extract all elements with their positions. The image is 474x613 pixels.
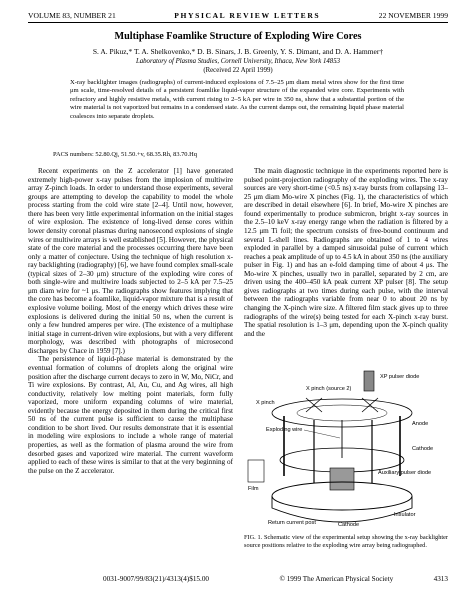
header-rule <box>28 22 448 23</box>
label-return-post: Return current post <box>268 520 316 526</box>
received-date: (Received 22 April 1999) <box>203 67 273 74</box>
abstract: X-ray backlighter images (radiographs) of current-induced explosions of 7.5–25 μm diam metal wires show for the first time μm scale, time-resolved details of a persistent foamlike liquid-vapor structure of the expanded wire core. Experiments with refractory and highly resistive metals, with current rising to 2–5 kA per wire in 350 ns, show that a substantial portion of the wire material is not vaporized but remains in a condensed state. As the current damps out, the remaining liquid phase material coalesces into separate droplets. <box>70 79 404 120</box>
body-paragraph: The persistence of liquid-phase material is demonstrated by the eventual formation of columns of droplets along the original wire position after the discharge current decays to zero in W, Mo, NiCr, and Ti wire explosions. By contrast, Al, Au, Cu, and Ag wires, all high conductivity, relatively low melting point materials, form fully vaporized, more uniform expanding columns of wire material, evidently because the energy deposited in them during the critical first 50 ns of the current pulse is sufficient to cause the multiphase condition to be short lived. Our results demonstrate that it is essential in modeling wire explosions to include a whole range of material properties, as well as the formation of plasma around the wire from desorbed gases and vaporized wire material. The current waveform applied to each of these wires is similar to that at the very beginning of the pulse on the Z accelerator. <box>28 355 233 475</box>
body-paragraph: Recent experiments on the Z accelerator [1] have generated extremely high-power x-ray pulses from the implosion of multiwire array Z-pinch loads. In order to understand those experiments, several groups are attempting to develop the capability to model the whole process starting from the cold wire state [2–4]. Until now, however, there has been very little experimental information on the initial stages of wire explosion. The existence of long-lived dense cores within lower density coronal plasmas during nanosecond explosions of single wires or multiwire arrays is well established [5]. However, the physical state of the core material and the processes occurring there have been only a matter of conjecture. Using the technique of high resolution x-ray backlighting (radiography) [6], we have found complex small-scale (typical sizes of 2–30 μm) structure of the exploding wire cores of both single-wire and multiwire loads subjected to 2–5 kA per 7.5–25 μm diam wire for ~1 μs. The radiographs show features implying that the core has become a foamlike, liquid-vapor mixture that is a result of explosive volume boiling. Most of the energy which drives these wire explosions is delivered during the initial 50 ns, when the current is only a few hundred amperes per wire. (The existence of a multiphase initial stage in current-driven wire explosions, but with a very different morphology, was described with photographs of microsecond discharges by Chace in 1959 [7].) <box>28 167 233 355</box>
volume-number: VOLUME 83, NUMBER 21 <box>28 10 116 20</box>
label-anode: Anode <box>412 421 429 427</box>
label-film: Film <box>248 486 259 492</box>
pacs-numbers: PACS numbers: 52.80.Qj, 51.50.+v, 68.35.Rh, 83.70.Hq <box>53 151 197 158</box>
page-number: 4313 <box>433 575 448 583</box>
label-insulator: Insulator <box>394 512 416 518</box>
film-holder <box>248 460 264 482</box>
copyright: © 1999 The American Physical Society <box>279 575 394 583</box>
figure-1-schematic <box>244 368 448 531</box>
affiliation: Laboratory of Plasma Studies, Cornell University, Ithaca, New York 14853 <box>135 58 341 65</box>
article-code: 0031-9007/99/83(21)/4313(4)$15.00 <box>103 575 210 583</box>
label-x-pinch-source-2: X pinch (source 2) <box>306 386 352 392</box>
auxiliary-pulser-diode <box>330 468 354 490</box>
page-footer <box>28 575 448 587</box>
running-header <box>28 9 448 21</box>
label-aux-pulser: Auxiliary pulser diode <box>378 470 432 476</box>
left-column <box>28 167 233 475</box>
label-cathode-bottom: Cathode <box>338 522 360 528</box>
issue-date: 22 NOVEMBER 1999 <box>378 10 448 20</box>
label-cathode: Cathode <box>412 446 434 452</box>
body-paragraph: The main diagnostic technique in the experiments reported here is pulsed point-projection radiography of the exploding wires. The x-ray sources are very short-time (<0.5 ns) x-ray bursts from collapsing 13–25 μm diam Mo-wire X pinches (Fig. 1), the characteristics of which are described in detail elsewhere [6]. In brief, Mo-wire X pinches are found experimentally to produce submicron, bright x-ray sources in the 2.5–10 keV x-ray energy range when the radiation is filtered by a 12.5 μm Ti foil; the spectrum consists of free-bound continuum and several L-shell lines. Radiographs are obtained of 1 to 4 wires exploded in parallel by a damped sinusoidal pulse of current which reaches a peak amplitude of up to 4.5 kA in about 350 ns (the auxiliary pulser in Fig. 1) and has an e-fold damping time of about 4 μs. The Mo-wire X pinches, usually two in parallel, separated by 2 cm, are driven using the 400–450 kA peak current XP pulser [8]. The setup gives radiographs at two times during each pulse, with the interval between the radiographs variable from near 0 to about 20 ns by changing the X-pinch wire size. A filtered film stack gives up to three radiographs of the wire(s) being tested for each X-pinch x-ray burst. The spatial resolution is 1–3 μm, depending upon the X-pinch quality and the <box>244 167 448 338</box>
xp-pulser-diode <box>364 371 374 391</box>
label-xp-pulser: XP pulser diode <box>380 374 420 380</box>
figure-caption: FIG. 1. Schematic view of the experimental setup showing the x-ray backlighter source positions relative to the exploding wire array being radiographed. <box>244 534 448 549</box>
label-exploding-wire: Exploding wire <box>266 427 303 433</box>
paper-title: Multiphase Foamlike Structure of Exploding Wire Cores <box>114 31 362 42</box>
author-list: S. A. Pikuz,* T. A. Shelkovenko,* D. B. Sinars, J. B. Greenly, Y. S. Dimant, and D. A. Hammer† <box>92 47 384 56</box>
label-x-pinch: X pinch <box>256 400 275 406</box>
journal-name: PHYSICAL REVIEW LETTERS <box>174 10 321 20</box>
right-column <box>244 167 448 338</box>
